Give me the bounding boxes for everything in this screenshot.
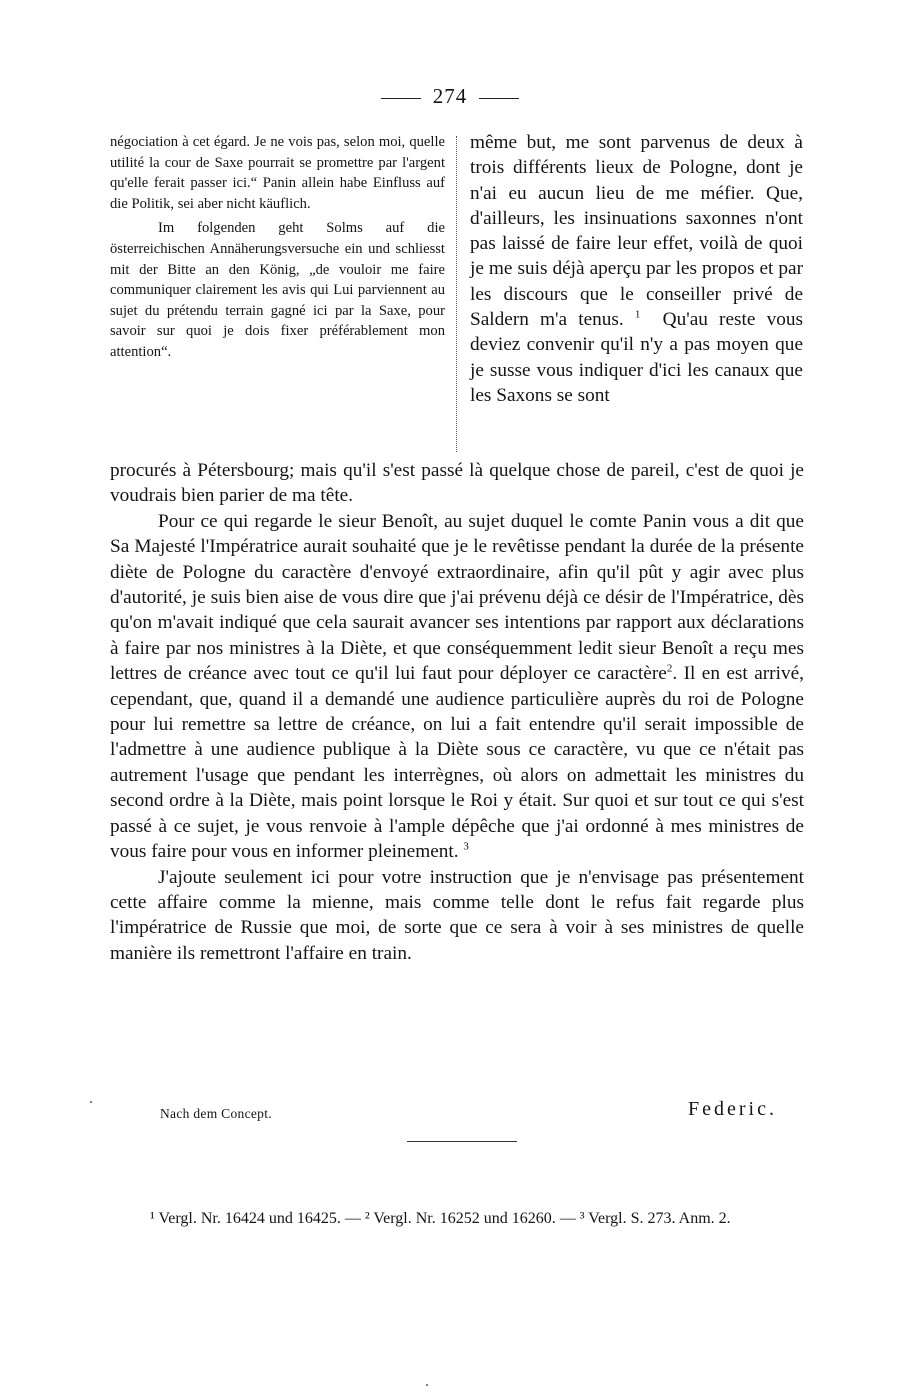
footnotes bbox=[110, 1208, 804, 1230]
letter-text-column bbox=[470, 130, 803, 408]
letter-body bbox=[110, 458, 804, 966]
letter-text: même but, me sont parvenus de deux à trois différents lieux de Pologne, dont je n'ai eu aucun lieu de me méfier. Que, d'ailleurs, les insinuations saxonnes n'ont pas laissé de faire leur effet, voilà de quoi je me suis déjà aperçu par les propos et par les discours que le conseiller privé de Saldern m'a tenus. bbox=[470, 132, 803, 331]
source-note: Nach dem Concept. bbox=[160, 1106, 272, 1121]
letter-text: Pour ce qui regarde le sieur Benoît, au sujet duquel le comte Panin vous a dit que Sa Majesté l'Impératrice aurait souhaité que je le revêtisse pendant la durée de la présente diète de Pologne du caractère d'envoyé extraordinaire, afin qu'il pût y agir avec plus d'autorité, je suis bien aise de vous dire que j'ai prévenu déjà ce désir de l'Impératrice, dès qu'on m'avait indiqué que cela saurait avancer ses intentions par rapport aux déclarations à faire par nos ministres à la Diète, et que conséquemment ledit sieur Benoît a reçu mes lettres de créance avec tout ce qu'il lui faut pour déployer ce caractère bbox=[110, 510, 804, 685]
footnote-ref: 3 bbox=[463, 840, 469, 853]
note-paragraph: négociation à cet égard. Je ne vois pas, selon moi, quelle utilité la cour de Saxe pourrait se promettre par l'argent qu'elle ferait passer ici.“ Panin allein habe Einfluss auf die Politik, sei aber nicht käuflich. bbox=[110, 134, 445, 212]
footnote-ref: 2 bbox=[666, 662, 673, 675]
note-paragraph: Im folgenden geht Solms auf die österreichischen Annäherungsversuche ein und schliesst mit der Bitte an den König, „de vouloir me faire communiquer clairement les avis qui Lui parviennent au sujet du prétendu terrain gagné ici par la Saxe, pour savoir sur quoi je dois fixer préférablement mon attention“. bbox=[110, 220, 445, 360]
letter-paragraph: J'ajoute seulement ici pour votre instruction que je n'envisage pas présentement cette affaire comme la mienne, mais comme telle dont le refus fait regarde plus l'impératrice de Russie que moi, de sorte que ce sera à voir à ses ministres de quelle manière ils remettront l'affaire en train. bbox=[110, 866, 804, 964]
page-number-header bbox=[0, 84, 900, 109]
letter-paragraph bbox=[110, 509, 804, 865]
letter-text: Qu'au reste vous deviez convenir qu'il n'y a pas moyen que je susse vous indiquer d'ici les canaux que les Saxons se sont bbox=[470, 309, 803, 406]
footnote-ref: 1 bbox=[634, 308, 641, 321]
header-dash-left bbox=[381, 98, 421, 99]
closing-line bbox=[0, 1096, 900, 1126]
signature: Federic. bbox=[688, 1098, 777, 1120]
page-number: 274 bbox=[432, 84, 468, 108]
footnote-rule bbox=[407, 1141, 517, 1142]
scan-speck bbox=[90, 1101, 92, 1103]
header-dash-right bbox=[479, 98, 519, 99]
editorial-note-column bbox=[110, 132, 445, 363]
column-divider bbox=[456, 136, 457, 452]
letter-paragraph: procurés à Pétersbourg; mais qu'il s'est passé là quelque chose de pareil, c'est de quoi je voudrais bien parier de ma tête. bbox=[110, 460, 804, 507]
letter-text: . Il en est arrivé, cependant, que, quand il a demandé une audience particulière auprès du roi de Pologne pour lui remettre sa lettre de créance, on lui a fait entendre qu'il serait impossible de l'admettre à une audience publique à la Diète sous ce caractère, vu que ce n'était pas autrement l'usage que pendant les interrègnes, où alors on admettait les ministres du second ordre à la Diète, mais point lorsque le Roi y était. Sur quoi et sur tout ce qui s'est passé à ce sujet, je vous renvoie à l'ample dépêche que j'ai ordonné à mes ministres de vous faire pour vous en informer pleinement. bbox=[110, 663, 804, 863]
scan-speck bbox=[426, 1384, 428, 1386]
footnote-text: ¹ Vergl. Nr. 16424 und 16425. — ² Vergl. Nr. 16252 und 16260. — ³ Vergl. S. 273. Anm. 2. bbox=[150, 1210, 731, 1227]
letter-paragraph bbox=[470, 130, 803, 408]
